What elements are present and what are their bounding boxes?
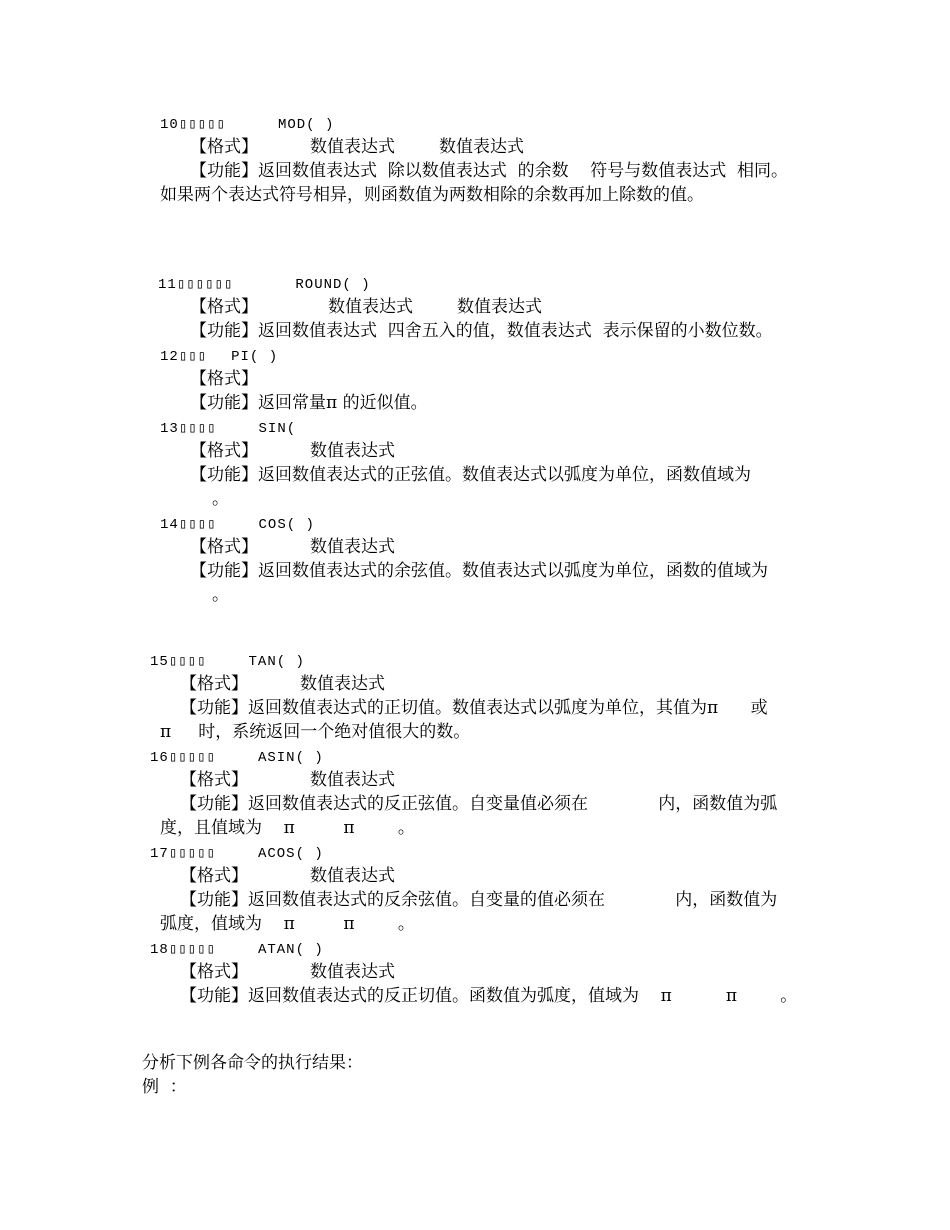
function-name: PI( ) xyxy=(231,349,279,365)
section-12-heading: 12▯▯▯ PI( ) xyxy=(160,349,279,365)
example-label: 例 ： xyxy=(142,1077,187,1097)
section-17-heading: 17▯▯▯▯▯ ACOS( ) xyxy=(150,846,324,862)
section-10-function-cont: 如果两个表达式符号相异，则函数值为两数相除的余数再加上除数的值。 xyxy=(160,185,704,205)
section-13-heading: 13▯▯▯▯ SIN( xyxy=(160,421,297,437)
section-18-format: 【格式】 数值表达式 xyxy=(180,962,395,982)
garbled-glyphs: ▯▯▯▯ xyxy=(178,517,217,533)
section-17-function: 【功能】返回数值表达式的反余弦值。自变量的值必须在 内，函数值为 xyxy=(180,890,778,910)
section-12-function: 【功能】返回常量π 的近似值。 xyxy=(190,393,428,413)
section-17-format: 【格式】 数值表达式 xyxy=(180,866,395,886)
section-14-function: 【功能】返回数值表达式的余弦值。数值表达式以弧度为单位，函数的值域为 xyxy=(190,561,768,581)
section-12-format: 【格式】 xyxy=(190,369,258,389)
function-name: ACOS( ) xyxy=(257,846,324,862)
section-13-function-cont: 。 xyxy=(212,489,229,509)
section-13-function: 【功能】返回数值表达式的正弦值。数值表达式以弧度为单位，函数值域为 xyxy=(190,465,751,485)
function-name: ATAN( ) xyxy=(257,942,324,958)
section-11-format: 【格式】 数值表达式 数值表达式 xyxy=(190,297,542,317)
garbled-glyphs: ▯▯▯▯▯ xyxy=(178,117,226,133)
section-14-function-cont: 。 xyxy=(212,585,229,605)
function-name: ASIN( ) xyxy=(257,750,324,766)
function-name: COS( ) xyxy=(258,517,315,533)
section-15-format: 【格式】 数值表达式 xyxy=(180,674,385,694)
garbled-glyphs: ▯▯▯▯▯ xyxy=(168,750,216,766)
garbled-glyphs: ▯▯▯▯ xyxy=(168,654,207,670)
function-name: ROUND( ) xyxy=(295,277,371,293)
section-11-function: 【功能】返回数值表达式 四舍五入的值，数值表达式 表示保留的小数位数。 xyxy=(190,321,773,341)
section-18-function: 【功能】返回数值表达式的反正切值。函数值为弧度，值域为 π π 。 xyxy=(180,986,798,1006)
garbled-glyphs: ▯▯▯▯▯ xyxy=(168,846,216,862)
section-18-heading: 18▯▯▯▯▯ ATAN( ) xyxy=(150,942,324,958)
garbled-glyphs: ▯▯▯▯▯▯ xyxy=(176,277,234,293)
function-name: TAN( ) xyxy=(248,654,305,670)
section-15-function-cont: π 时，系统返回一个绝对值很大的数。 xyxy=(160,722,471,742)
section-17-function-cont: 弧度，值域为 π π 。 xyxy=(160,914,415,934)
section-15-function: 【功能】返回数值表达式的正切值。数值表达式以弧度为单位，其值为π 或 xyxy=(180,698,768,718)
section-10-heading: 10▯▯▯▯▯ MOD( ) xyxy=(160,117,335,133)
section-16-format: 【格式】 数值表达式 xyxy=(180,770,395,790)
section-15-heading: 15▯▯▯▯ TAN( ) xyxy=(150,654,305,670)
section-13-format: 【格式】 数值表达式 xyxy=(190,441,395,461)
section-14-format: 【格式】 数值表达式 xyxy=(190,537,395,557)
function-name: SIN( xyxy=(258,421,297,437)
section-10-function: 【功能】返回数值表达式 除以数值表达式 的余数 符号与数值表达式 相同。 xyxy=(190,161,789,181)
garbled-glyphs: ▯▯▯▯ xyxy=(178,421,217,437)
section-10-format: 【格式】 数值表达式 数值表达式 xyxy=(190,137,524,157)
section-11-heading: 11▯▯▯▯▯▯ ROUND( ) xyxy=(158,277,371,293)
function-name: MOD( ) xyxy=(277,117,335,133)
section-16-function: 【功能】返回数值表达式的反正弦值。自变量值必须在 内，函数值为弧 xyxy=(180,794,778,814)
section-16-heading: 16▯▯▯▯▯ ASIN( ) xyxy=(150,750,324,766)
analysis-prompt: 分析下例各命令的执行结果： xyxy=(142,1053,363,1073)
section-14-heading: 14▯▯▯▯ COS( ) xyxy=(160,517,315,533)
section-16-function-cont: 度，且值域为 π π 。 xyxy=(160,818,415,838)
garbled-glyphs: ▯▯▯▯▯ xyxy=(168,942,216,958)
garbled-glyphs: ▯▯▯ xyxy=(178,349,208,365)
